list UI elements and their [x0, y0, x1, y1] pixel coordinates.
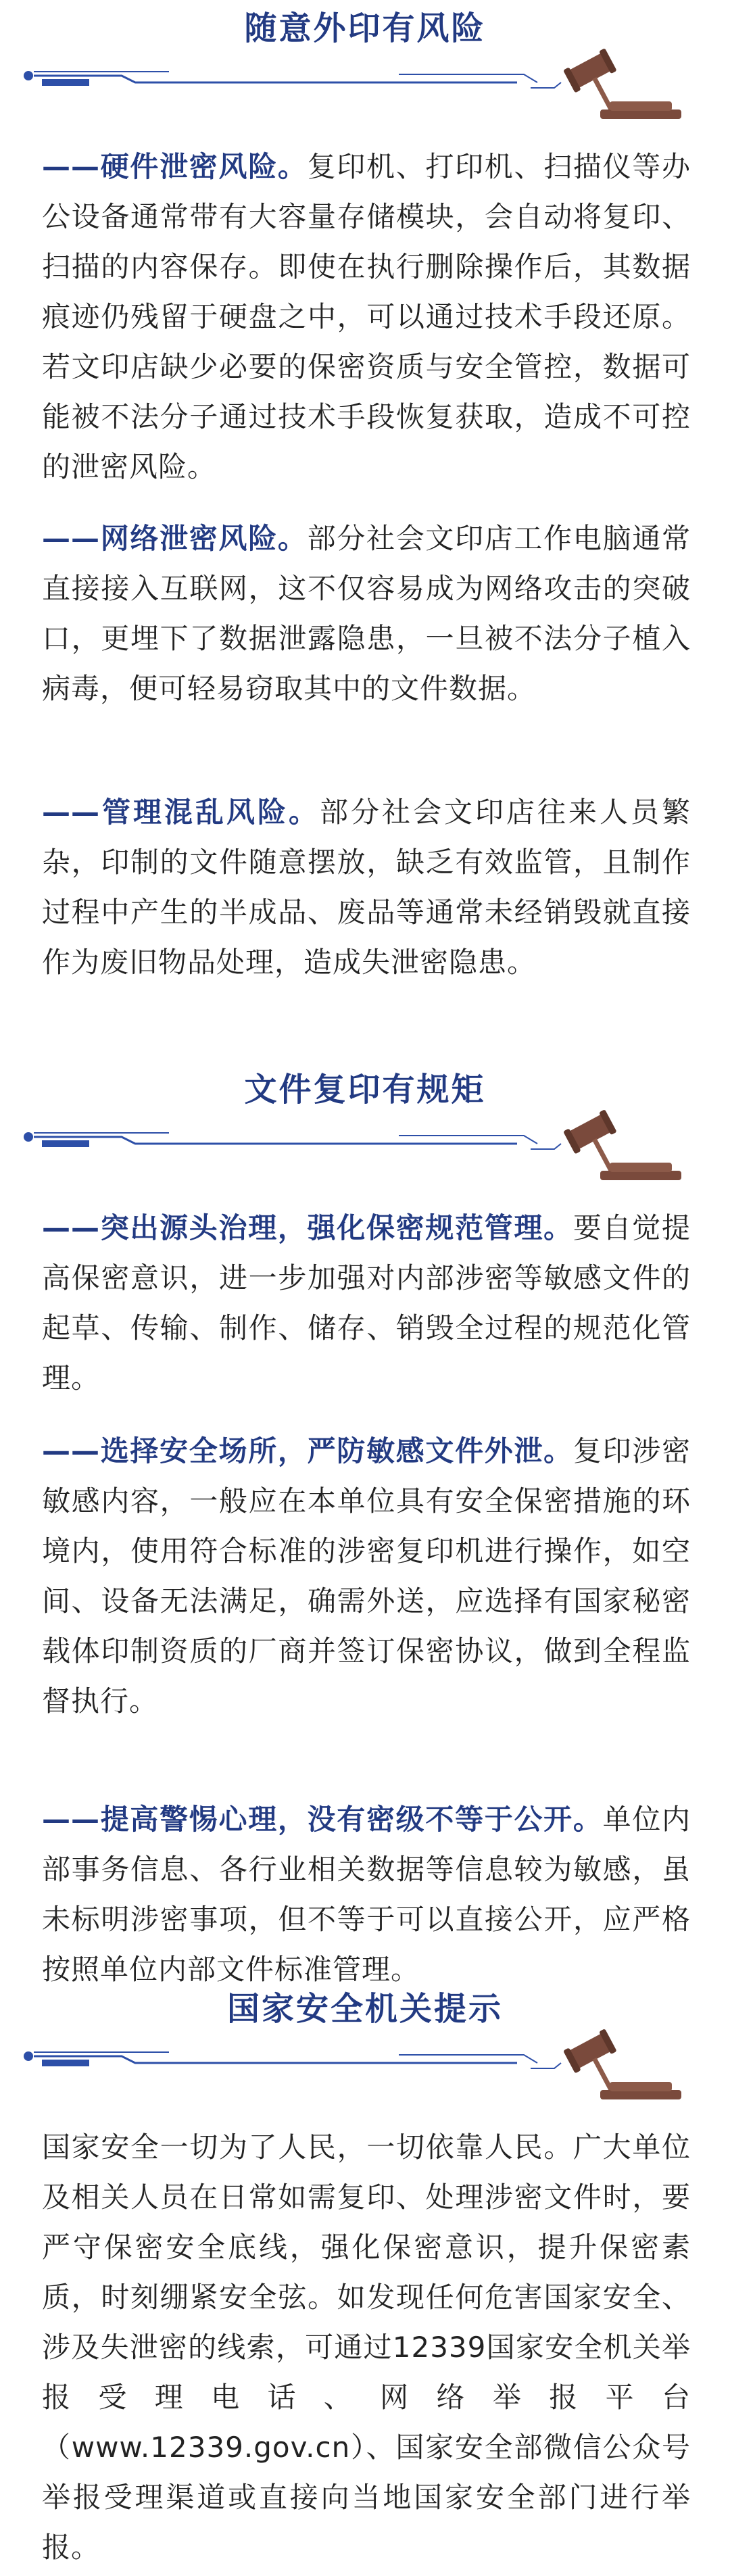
paragraph-text: 复印机、打印机、扫描仪等办公设备通常带有大容量存储模块，会自动将复印、扫描的内容保存。即使在执行删除操作后，其数据痕迹仍残留于硬盘之中，可以通过技术手段还原。若文印店缺少必要的保密资质与安全管控，数据可能被不法分子通过技术手段恢复获取，造成不可控的泄密风险。: [42, 150, 691, 483]
paragraph-text: 部分社会文印店往来人员繁杂，印制的文件随意摆放，缺乏有效监管，且制作过程中产生的半成品、废品等通常未经销毁就直接作为废旧物品处理，造成失泄密隐患。: [42, 796, 691, 979]
section-header-3: [0, 1980, 730, 2116]
paragraph-vigilance: [42, 1795, 691, 1995]
paragraph-lead: ——硬件泄密风险。: [42, 150, 308, 183]
paragraph-safe-location: [42, 1426, 691, 1726]
gavel-divider-icon: [20, 47, 716, 135]
paragraph-lead: ——选择安全场所，严防敏感文件外泄。: [42, 1434, 573, 1467]
paragraph-security-tip: [42, 2122, 691, 2573]
section-header-1: [0, 0, 730, 135]
paragraph-management-risk: [42, 787, 691, 988]
paragraph-lead: ——突出源头治理，强化保密规范管理。: [42, 1211, 573, 1244]
gavel-divider-icon: [20, 2028, 716, 2116]
paragraph-lead: ——网络泄密风险。: [42, 522, 308, 555]
paragraph-hardware-risk: [42, 142, 691, 492]
section-title: 随意外印有风险: [244, 9, 486, 47]
section-title: 国家安全机关提示: [226, 1990, 503, 2028]
section-title: 文件复印有规矩: [244, 1071, 486, 1109]
paragraph-text: 复印涉密敏感内容，一般应在本单位具有安全保密措施的环境内，使用符合标准的涉密复印机进行操作，如空间、设备无法满足，确需外送，应选择有国家秘密载体印制资质的厂商并签订保密协议，做到全程监督执行。: [42, 1434, 691, 1718]
gavel-divider-icon: [20, 1109, 716, 1196]
paragraph-text: 要自觉提高保密意识，进一步加强对内部涉密等敏感文件的起草、传输、制作、储存、销毁全过程的规范化管理。: [42, 1211, 691, 1394]
paragraph-source-control: [42, 1203, 691, 1403]
paragraph-text: 国家安全一切为了人民，一切依靠人民。广大单位及相关人员在日常如需复印、处理涉密文件时，要严守保密安全底线，强化保密意识，提升保密素质，时刻绷紧安全弦。如发现任何危害国家安全、涉及失泄密的线索，可通过12339国家安全机关举报受理电话、网络举报平台（www.12339.gov.cn）、国家安全部微信公众号举报受理渠道或直接向当地国家安全部门进行举报。: [42, 2131, 691, 2564]
paragraph-lead: ——管理混乱风险。: [42, 796, 320, 829]
paragraph-text: 单位内部事务信息、各行业相关数据等信息较为敏感，虽未标明涉密事项，但不等于可以直接公开，应严格按照单位内部文件标准管理。: [42, 1803, 691, 1986]
section-header-2: [0, 1061, 730, 1196]
paragraph-text: 部分社会文印店工作电脑通常直接接入互联网，这不仅容易成为网络攻击的突破口，更埋下了数据泄露隐患，一旦被不法分子植入病毒，便可轻易窃取其中的文件数据。: [42, 522, 691, 705]
paragraph-lead: ——提高警惕心理，没有密级不等于公开。: [42, 1803, 603, 1836]
paragraph-network-risk: [42, 514, 691, 714]
